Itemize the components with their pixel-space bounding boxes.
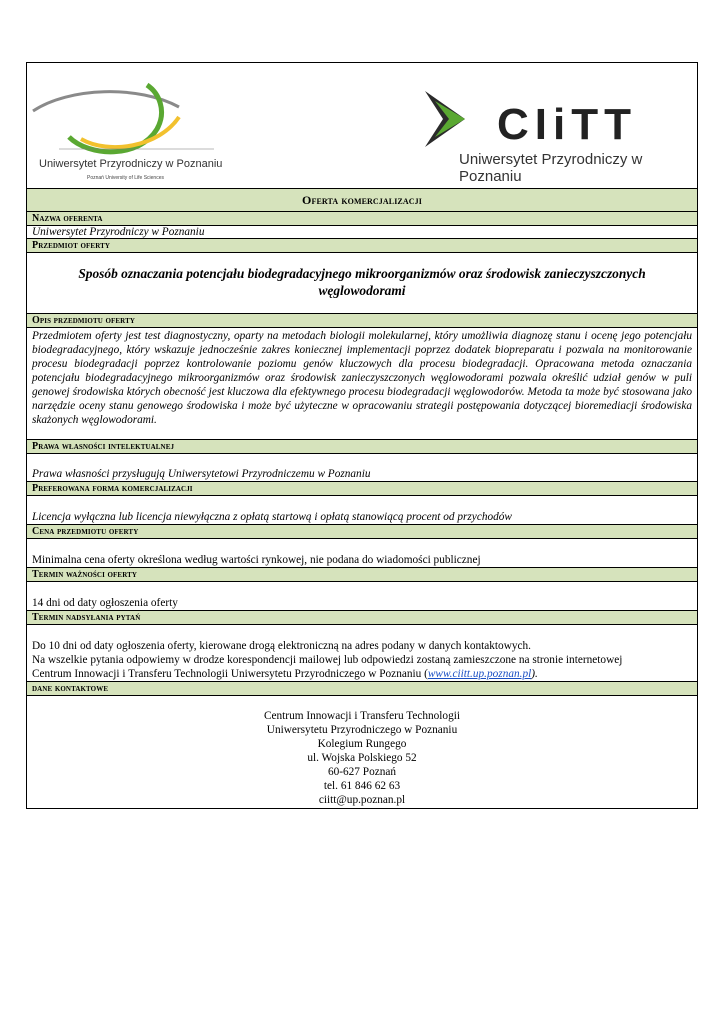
contact-line: tel. 61 846 62 63 xyxy=(323,780,401,792)
logo-header xyxy=(27,63,697,189)
price-label-row xyxy=(27,525,697,539)
contact-line: Uniwersytetu Przyrodniczego w Poznaniu xyxy=(266,724,458,736)
offerer-label: Nazwa oferenta xyxy=(32,213,103,224)
questions-line-2: Na wszelkie pytania odpowiemy w drodze korespondencji mailowej lub odpowiedzi zostaną zamieszczone na stronie internetowej xyxy=(32,654,623,666)
questions-line-3 xyxy=(32,667,692,681)
price-text: Minimalna cena oferty określona według wartości rynkowej, nie podana do wiadomości publicznej xyxy=(32,554,481,566)
ciitt-logo-word: CIiTT xyxy=(497,100,637,149)
form-label-row xyxy=(27,482,697,496)
form-text: Licencja wyłączna lub licencja niewyłączna z opłatą startową i opłatą stanowiącą procent od przychodów xyxy=(32,511,512,523)
ip-text: Prawa własności przysługują Uniwersytetowi Przyrodniczemu w Poznaniu xyxy=(32,468,371,480)
validity-text: 14 dni od daty ogłoszenia oferty xyxy=(32,597,178,609)
ip-label-row xyxy=(27,440,697,454)
questions-line-1: Do 10 dni od daty ogłoszenia oferty, kierowane drogą elektroniczną na adres podany w danych kontaktowych. xyxy=(32,640,531,652)
up-logo-name: Uniwersytet Przyrodniczy w Poznaniu xyxy=(39,158,223,170)
main-title-row xyxy=(27,189,697,212)
subject-label: Przedmiot oferty xyxy=(32,240,111,251)
subject-label-row xyxy=(27,239,697,253)
ip-row xyxy=(27,454,697,482)
questions-label: Termin nadsyłania pytań xyxy=(32,612,141,623)
description-row xyxy=(27,328,697,440)
questions-line-3-end: ). xyxy=(531,668,538,680)
offerer-value: Uniwersytet Przyrodniczy w Poznaniu xyxy=(32,226,205,238)
questions-line-3-text: Centrum Innowacji i Transferu Technologii Uniwersytetu Przyrodniczego w Poznaniu ( xyxy=(32,668,428,680)
ciitt-website-link[interactable]: www.ciitt.up.poznan.pl xyxy=(427,668,532,680)
contact-line: 60-627 Poznań xyxy=(327,766,397,778)
offerer-label-row xyxy=(27,212,697,226)
form-label: Preferowana forma komercjalizacji xyxy=(32,483,193,494)
form-row xyxy=(27,496,697,525)
validity-row xyxy=(27,582,697,611)
validity-label-row xyxy=(27,568,697,582)
offer-document xyxy=(26,62,698,809)
contact-label-row xyxy=(27,682,697,696)
up-logo-subtitle: Poznań University of Life Sciences xyxy=(87,175,164,181)
contact-email: ciitt@up.poznan.pl xyxy=(318,794,406,806)
contact-label: dane kontaktowe xyxy=(32,683,109,694)
subject-title: Sposób oznaczania potencjału biodegradacyjnego mikroorganizmów oraz środowisk zanieczyszczonych węglowodorami xyxy=(78,266,646,298)
ip-label: Prawa własności intelektualnej xyxy=(32,441,175,452)
price-row xyxy=(27,539,697,568)
contact-line: Centrum Innowacji i Transferu Technologii xyxy=(263,710,461,722)
questions-row xyxy=(27,625,697,682)
subject-title-row xyxy=(27,253,697,314)
price-label: Cena przedmiotu oferty xyxy=(32,526,139,537)
contact-line: Kolegium Rungego xyxy=(317,738,407,750)
description-text: Przedmiotem oferty jest test diagnostyczny, oparty na metodach biologii molekularnej, który umożliwia diagnozę stanu i ocenę jego potencjału biodegradacyjnego, który wskazuje jednocześnie zakres koniecznej implementacji poprzez dodatek biopreparatu i pozwala na monitorowanie procesu biodegradacji poprzez kontrolowanie poziomu genów kluczowych dla procesu biodegradacji. Opracowana metoda oznaczania potencjału biodegradacyjnego mikroorganizmów oraz środowisk zanieczyszczonych węglowodorami pozwala określić udział genów w puli genowej środowiska których obecność jest kluczowa dla efektywnego procesu biodegradacji węglowodorów. Metoda ta może być stosowana jako narzędzie oceny stanu genowego środowiska i może być użyteczne w opracowaniu strategii postępowania dotyczącej bioremediacji środowiska skażonych węglowodorami. xyxy=(32,330,692,426)
description-label-row xyxy=(27,314,697,328)
offerer-value-row xyxy=(27,226,697,239)
contact-row xyxy=(27,696,697,808)
main-title: Oferta komercjalizacji xyxy=(302,193,422,207)
contact-line: ul. Wojska Polskiego 52 xyxy=(307,752,417,764)
description-label: Opis przedmiotu oferty xyxy=(32,315,136,326)
questions-label-row xyxy=(27,611,697,625)
validity-label: Termin ważności oferty xyxy=(32,569,138,580)
ciitt-logo-subtitle: Uniwersytet Przyrodniczy w Poznaniu xyxy=(459,151,643,185)
